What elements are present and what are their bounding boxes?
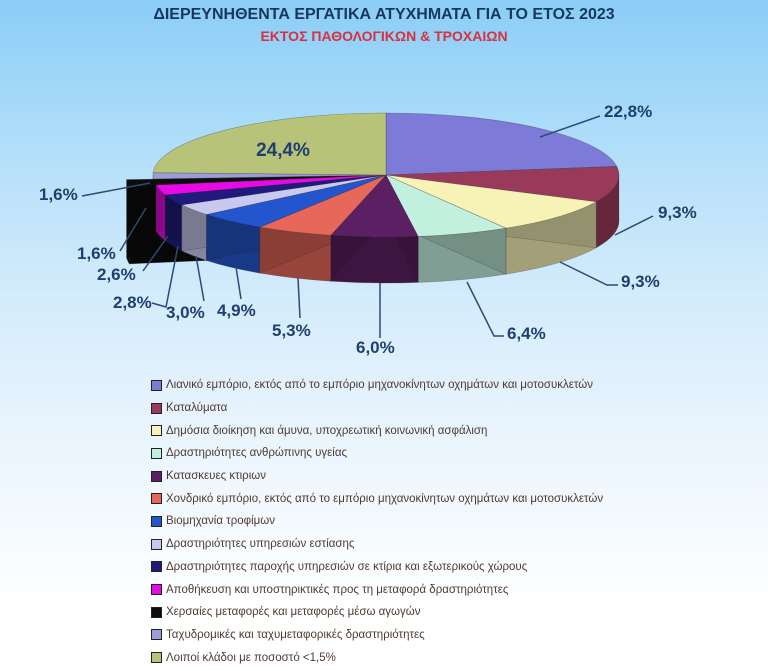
- legend-swatch: [151, 539, 162, 550]
- legend-item: [151, 510, 711, 533]
- legend-label: Κατασκευες κτιριων: [166, 470, 267, 483]
- chart-title: ΔΙΕΡΕΥΝΗΘΕΝΤΑ ΕΡΓΑΤΙΚΑ ΑΤΥΧΗΜΑΤΑ ΓΙΑ ΤΟ ΕΤΟΣ 2023: [153, 6, 615, 23]
- slice-leader-line: [615, 216, 653, 235]
- slice-value-label: 9,3%: [658, 203, 697, 222]
- legend-item: [151, 556, 711, 579]
- slice-value-label: 6,4%: [507, 324, 546, 343]
- legend-swatch: [151, 652, 162, 663]
- legend-swatch: [151, 629, 162, 640]
- slice-value-label: 2,6%: [97, 265, 136, 284]
- legend-label: Χονδρικό εμπόριο, εκτός από το εμπόριο μηχανοκίνητων οχημάτων και μοτοσυκλετών: [166, 492, 604, 505]
- legend-label: Δημόσια διοίκηση και άμυνα, υποχρεωτική κοινωνική ασφάλιση: [166, 424, 488, 437]
- legend-label: Δραστηριότητες παροχής υπηρεσιών σε κτίρια και εξωτερικούς χώρους: [166, 560, 528, 573]
- legend-item: [151, 533, 711, 556]
- legend-label: Καταλύματα: [166, 402, 228, 415]
- pie-legend: [151, 374, 711, 669]
- legend-label: Δραστηριότητες ανθρώπινης υγείας: [166, 447, 348, 460]
- slice-value-label: 5,3%: [272, 321, 311, 340]
- legend-item: [151, 419, 711, 442]
- slice-leader-line: [298, 278, 300, 318]
- legend-swatch: [151, 403, 162, 414]
- legend-label: Λοιποί κλάδοι με ποσοστό <1,5%: [166, 651, 336, 664]
- slice-leader-line: [236, 267, 241, 299]
- legend-label: Δραστηριότητες υπηρεσιών εστίασης: [166, 538, 355, 551]
- slice-value-label: 24,4%: [256, 140, 310, 161]
- legend-swatch: [151, 493, 162, 504]
- legend-swatch: [151, 516, 162, 527]
- legend-swatch: [151, 584, 162, 595]
- slice-value-label: 4,9%: [217, 301, 256, 320]
- legend-swatch: [151, 607, 162, 618]
- legend-item: [151, 624, 711, 647]
- legend-label: Χερσαίες μεταφορές και μεταφορές μέσω αγωγών: [166, 606, 421, 619]
- legend-item: [151, 487, 711, 510]
- legend-swatch: [151, 448, 162, 459]
- legend-swatch: [151, 471, 162, 482]
- slice-leader-line: [196, 256, 204, 301]
- chart-subtitle: ΕΚΤΟΣ ΠΑΘΟΛΟΓΙΚΩΝ & ΤΡΟΧΑΙΩΝ: [260, 28, 508, 44]
- slice-value-label: 1,6%: [39, 185, 78, 204]
- legend-label: Ταχυδρομικές και ταχυμεταφορικές δραστηριότητες: [166, 628, 425, 641]
- legend-item: [151, 601, 711, 624]
- legend-item: [151, 397, 711, 420]
- legend-label: Αποθήκευση και υποστηρικτικές προς τη μεταφορά δραστηριότητες: [166, 583, 509, 596]
- legend-label: Λιανικό εμπόριο, εκτός από το εμπόριο μηχανοκίνητων οχημάτων και μοτοσυκλετών: [166, 379, 593, 392]
- slice-value-label: 1,6%: [77, 244, 116, 263]
- legend-item: [151, 578, 711, 601]
- legend-item: [151, 465, 711, 488]
- legend-item: [151, 442, 711, 465]
- legend-label: Βιομηχανία τροφίμων: [166, 515, 276, 528]
- legend-swatch: [151, 425, 162, 436]
- slice-value-label: 2,8%: [113, 293, 152, 312]
- legend-swatch: [151, 380, 162, 391]
- slice-value-label: 6,0%: [356, 338, 395, 357]
- legend-item: [151, 646, 711, 669]
- legend-item: [151, 374, 711, 397]
- slice-leader-line: [560, 262, 618, 285]
- slice-value-label: 3,0%: [166, 303, 205, 322]
- legend-swatch: [151, 561, 162, 572]
- slice-leader-line: [540, 116, 600, 137]
- slice-value-label: 22,8%: [604, 102, 653, 121]
- slice-leader-line: [467, 282, 504, 336]
- slice-value-label: 9,3%: [621, 272, 660, 291]
